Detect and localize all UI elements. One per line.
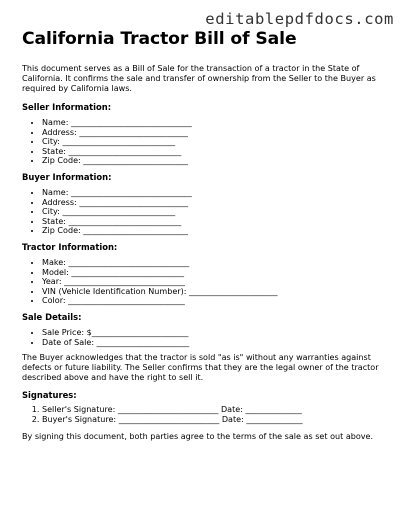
- seller-state-field: • State: ____________________________: [42, 147, 392, 157]
- document-title: California Tractor Bill of Sale: [22, 29, 297, 49]
- closing-paragraph: By signing this document, both parties agree to the terms of the sale as set out above.: [22, 432, 374, 442]
- seller-name-field: • Name: ______________________________: [42, 118, 392, 128]
- sale-price-field: • Sale Price: $________________________: [42, 328, 392, 338]
- buyer-signature-field: 2. Buyer's Signature: _________________________ Date: ______________: [42, 415, 392, 425]
- seller-address-field: • Address: ___________________________: [42, 128, 392, 138]
- sale-heading: Sale Details:: [22, 311, 82, 322]
- seller-list: [22, 118, 392, 166]
- tractor-make-field: • Make: ______________________________: [42, 258, 392, 268]
- buyer-zip-field: • Zip Code: __________________________: [42, 226, 392, 236]
- buyer-city-field: • City: ____________________________: [42, 207, 392, 217]
- buyer-list: [22, 188, 392, 236]
- tractor-model-field: • Model: ____________________________: [42, 268, 392, 278]
- tractor-list: [22, 258, 392, 306]
- tractor-heading: Tractor Information:: [22, 241, 118, 252]
- signatures-list: [22, 405, 392, 424]
- intro-paragraph: This document serves as a Bill of Sale for the transaction of a tractor in the State of California. It confirms the sale and transfer of ownership from the Seller to the Buyer as required by California laws.: [22, 64, 376, 93]
- buyer-name-field: • Name: ______________________________: [42, 188, 392, 198]
- sale-list: [22, 328, 392, 347]
- seller-signature-field: 1. Seller's Signature: _________________________ Date: ______________: [42, 405, 392, 415]
- buyer-address-field: • Address: ___________________________: [42, 198, 392, 208]
- seller-city-field: • City: ____________________________: [42, 137, 392, 147]
- seller-heading: Seller Information:: [22, 102, 112, 112]
- seller-zip-field: • Zip Code: __________________________: [42, 156, 392, 166]
- acknowledgment-paragraph: The Buyer acknowledges that the tractor is sold "as is" without any warranties against defects or future liability. The Seller confirms that they are the legal owner of the tractor described above and have the right to sell it.: [22, 353, 379, 383]
- sale-date-field: • Date of Sale: _______________________: [42, 338, 392, 348]
- buyer-state-field: • State: ____________________________: [42, 217, 392, 227]
- watermark: editablepdfdocs.com: [205, 10, 394, 28]
- tractor-vin-field: • VIN (Vehicle Identification Number): ______________________: [42, 287, 392, 297]
- signatures-heading: Signatures:: [22, 390, 77, 401]
- tractor-color-field: • Color: _____________________________: [42, 296, 392, 306]
- document: [22, 29, 392, 442]
- buyer-heading: Buyer Information:: [22, 171, 112, 182]
- tractor-year-field: • Year: ______________________________: [42, 277, 392, 287]
